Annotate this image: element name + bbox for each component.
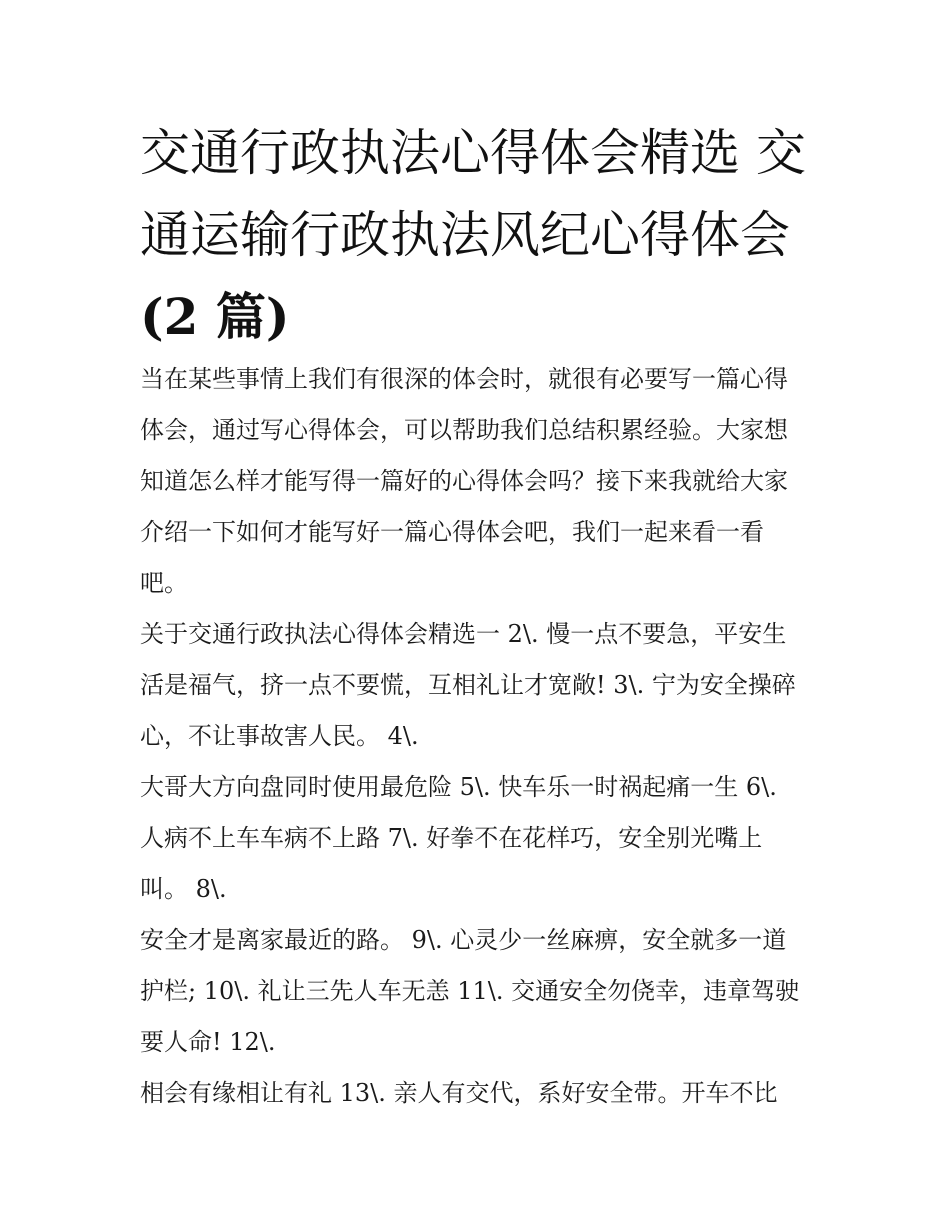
text-line: 活是福气，挤一点不要慌，互相礼让才宽敞! 3\. 宁为安全操碎 (140, 671, 796, 699)
document-title (140, 112, 820, 358)
text-line: 护栏; 10\. 礼让三先人车无恙 11\. 交通安全勿侥幸，违章驾驶 (140, 977, 800, 1005)
title-line: 交通行政执法心得体会精选 交 (140, 124, 806, 182)
text-line: 相会有缘相让有礼 13\. 亲人有交代，系好安全带。开车不比 (140, 1079, 778, 1107)
paragraph-intro (140, 354, 820, 609)
text-line: 吧。 (140, 569, 188, 597)
paragraph-section-one (140, 609, 820, 762)
title-line: 通运输行政执法风纪心得体会 (140, 206, 790, 264)
paragraph-slogans-c (140, 1068, 820, 1119)
text-line: 知道怎么样才能写得一篇好的心得体会吗？接下来我就给大家 (140, 467, 788, 495)
text-line: 心，不让事故害人民。 4\. (140, 722, 419, 750)
text-line: 当在某些事情上我们有很深的体会时，就很有必要写一篇心得 (140, 365, 788, 393)
text-line: 体会，通过写心得体会，可以帮助我们总结积累经验。大家想 (140, 416, 788, 444)
text-line: 要人命! 12\. (140, 1028, 276, 1056)
document-body (140, 354, 820, 1119)
text-line: 叫。 8\. (140, 875, 227, 903)
text-line: 人病不上车车病不上路 7\. 好拳不在花样巧，安全别光嘴上 (140, 824, 763, 852)
text-line: 大哥大方向盘同时使用最危险 5\. 快车乐一时祸起痛一生 6\. (140, 773, 777, 801)
title-line: (2 篇) (140, 287, 290, 346)
text-line: 关于交通行政执法心得体会精选一 2\. 慢一点不要急，平安生 (140, 620, 787, 648)
text-line: 介绍一下如何才能写好一篇心得体会吧，我们一起来看一看 (140, 518, 764, 546)
paragraph-slogans-b (140, 915, 820, 1068)
text-line: 安全才是离家最近的路。 9\. 心灵少一丝麻痹，安全就多一道 (140, 926, 787, 954)
paragraph-slogans-a (140, 762, 820, 915)
